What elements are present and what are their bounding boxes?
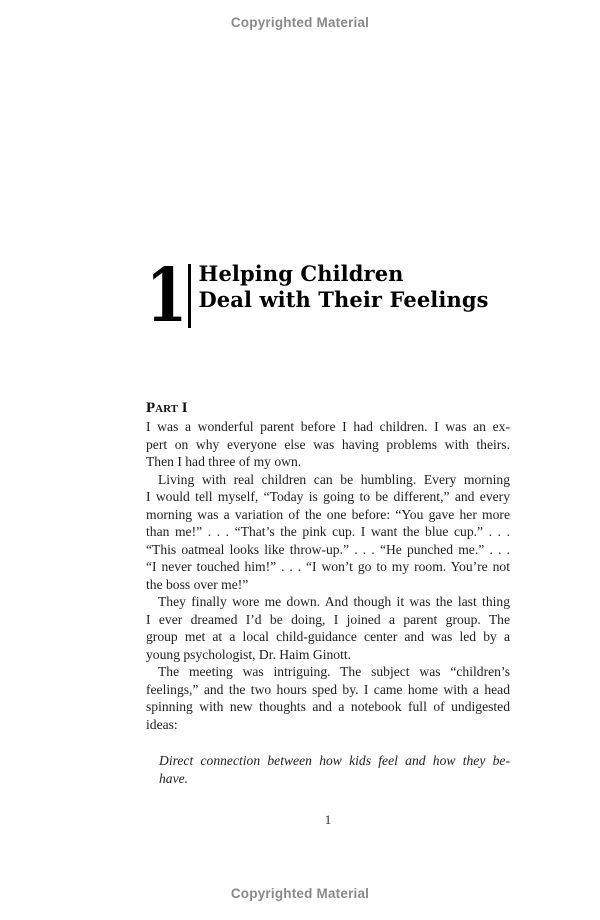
chapter-title-line2: Deal with Their Feelings <box>198 287 489 312</box>
body-line: “I never touched him!” . . . “I won’t go to my room. You’re not <box>146 559 510 574</box>
body-text <box>146 399 510 827</box>
body-line: pert on why everyone else was having problems with theirs. <box>146 436 510 452</box>
body-line: Living with real children can be humbling. Every morning <box>158 471 510 487</box>
body-line: ideas: <box>146 716 178 732</box>
body-line: the boss over me!” <box>146 576 249 592</box>
body-line: I was a wonderful parent before I had children. I was an ex- <box>146 419 510 434</box>
body-line: group met at a local child-guidance center and was led by a <box>146 629 510 644</box>
body-line: feelings,” and the two hours sped by. I came home with a head <box>146 681 510 697</box>
body-line: “This oatmeal looks like throw-up.” . . . “He punched me.” . . . <box>146 541 510 557</box>
body-line: The meeting was intriguing. The subject was “children’s <box>158 664 510 679</box>
body-line: young psychologist, Dr. Haim Ginott. <box>146 646 352 662</box>
chapter-number: 1 <box>146 253 188 339</box>
body-line: I would tell myself, “Today is going to be different,” and every <box>146 489 510 504</box>
page-number: 1 <box>324 812 332 827</box>
part-heading: Part I <box>146 400 188 416</box>
copyright-watermark-bottom: Copyrighted Material <box>230 886 370 901</box>
chapter-heading <box>146 253 489 339</box>
body-line: than me!” . . . “That’s the pink cup. I want the blue cup.” . . . <box>146 524 510 539</box>
body-line: have. <box>159 770 189 786</box>
body-line: Direct connection between how kids feel and how they be- <box>159 753 510 768</box>
copyright-watermark-top: Copyrighted Material <box>230 15 370 30</box>
chapter-title <box>199 261 489 313</box>
body-line: spinning with new thoughts and a notebook full of undigested <box>146 699 510 714</box>
body-line: They finally wore me down. And though it was the last thing <box>158 594 510 609</box>
body-line: Then I had three of my own. <box>146 454 302 469</box>
chapter-divider-bar <box>188 264 191 328</box>
paragraphs <box>146 418 510 733</box>
quote-block <box>159 752 510 787</box>
chapter-title-line1: Helping Children <box>198 261 404 286</box>
body-line: morning was a variation of the one before: “You gave her more <box>146 506 510 522</box>
body-line: I ever dreamed I’d be doing, I joined a parent group. The <box>146 611 510 627</box>
